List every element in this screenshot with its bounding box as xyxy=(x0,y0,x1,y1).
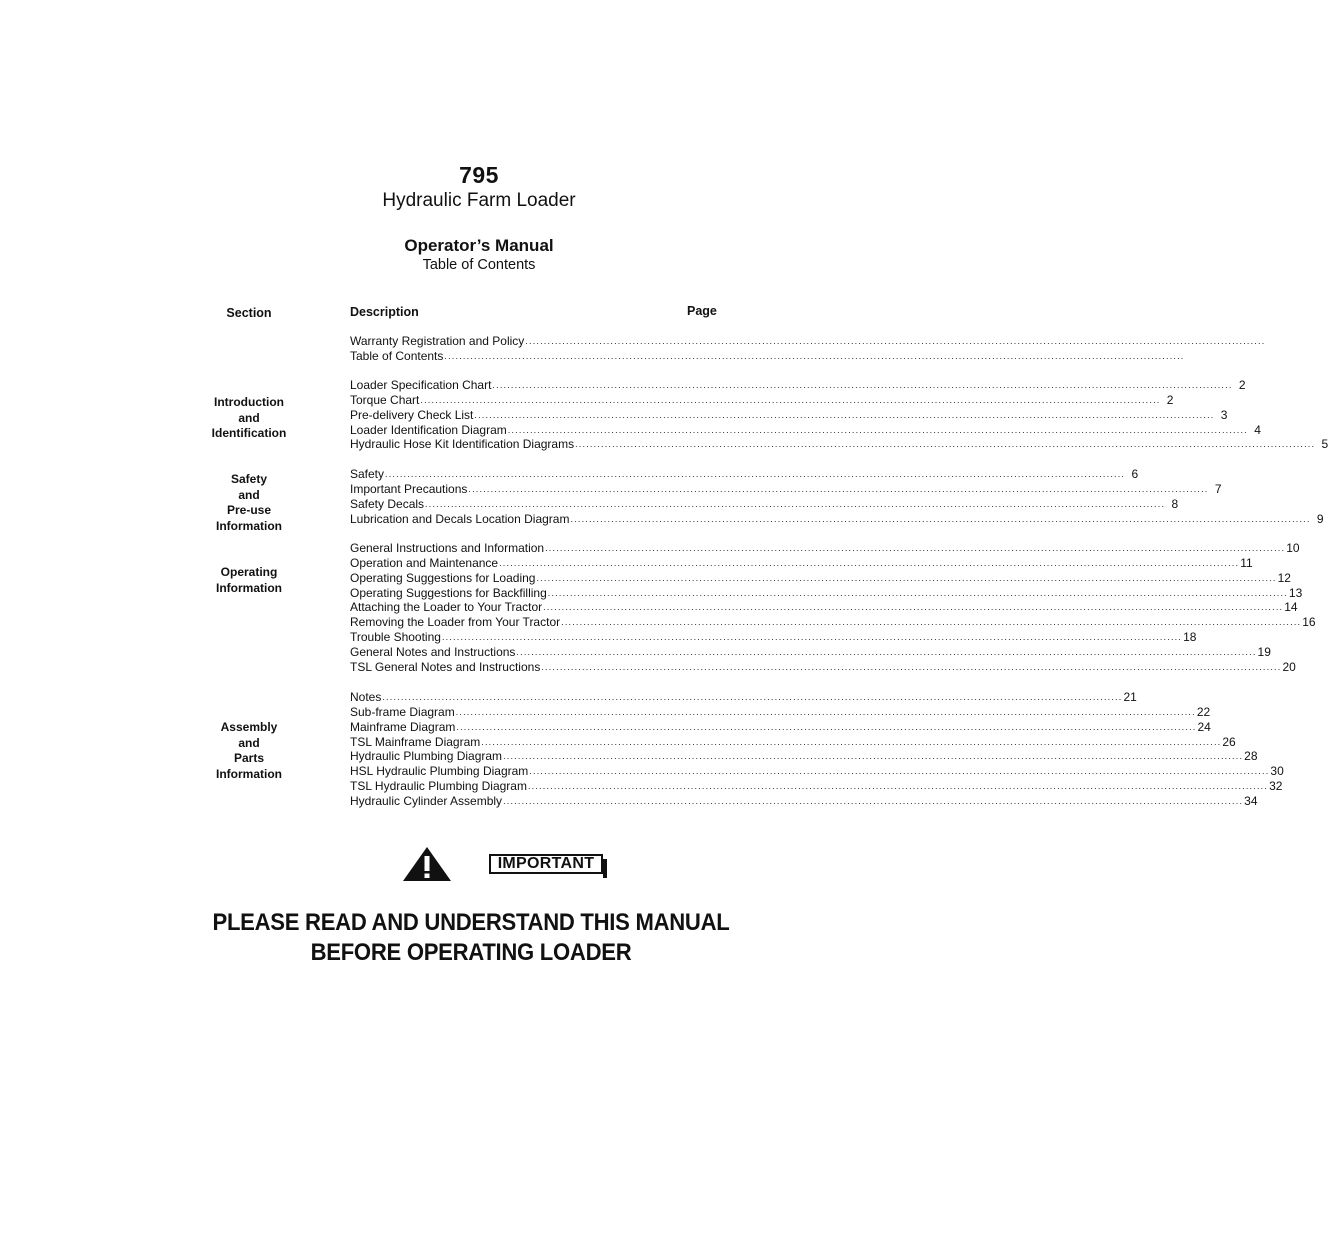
toc-entry xyxy=(350,735,1236,750)
section-label-line: and xyxy=(238,487,260,502)
toc-page: 30 xyxy=(1270,764,1284,778)
section-safety xyxy=(200,472,298,534)
toc-page: 34 xyxy=(1244,794,1258,808)
toc-entry xyxy=(350,645,1271,660)
toc-leader: ........................................................................................................................................................................................................ xyxy=(536,573,1277,583)
toc-entry xyxy=(350,541,1300,556)
toc-title: Attaching the Loader to Your Tractor xyxy=(350,600,543,614)
toc-title: Warranty Registration and Policy xyxy=(350,334,525,348)
toc-leader: ........................................................................................................................................................................................................ xyxy=(570,514,1311,524)
toc-page: 4 xyxy=(1254,423,1261,437)
toc-leader: ........................................................................................................................................................................................................ xyxy=(456,722,1197,732)
toc-title: Trouble Shooting xyxy=(350,630,441,644)
toc-leader: ........................................................................................................................................................................................................ xyxy=(507,425,1248,435)
toc-entry xyxy=(350,720,1211,735)
toc-title: Torque Chart xyxy=(350,393,420,407)
toc-page: 14 xyxy=(1284,600,1298,614)
toc-title: Removing the Loader from Your Tractor xyxy=(350,615,561,629)
toc-leader: ........................................................................................................................................................................................................ xyxy=(503,751,1244,761)
toc-page: 11 xyxy=(1240,556,1253,570)
section-label-line: Pre-use xyxy=(226,503,272,517)
toc-leader: ........................................................................................................................................................................................................ xyxy=(516,647,1257,657)
page-column-header: Page xyxy=(687,304,717,318)
toc-page: 18 xyxy=(1183,630,1197,644)
toc-entry xyxy=(350,437,1328,452)
toc-page: 22 xyxy=(1196,705,1211,719)
toc-entry xyxy=(350,660,1296,675)
toc-entry xyxy=(350,393,1174,408)
section-label-line: Information xyxy=(216,518,282,533)
toc-entry xyxy=(350,378,1246,393)
toc-leader: ........................................................................................................................................................................................................ xyxy=(474,410,1215,420)
toc-entry xyxy=(350,571,1291,586)
toc-entry xyxy=(350,600,1298,615)
description-column-header: Description xyxy=(350,305,419,319)
toc-page: 8 xyxy=(1171,497,1179,511)
toc-page: 12 xyxy=(1277,571,1291,585)
toc-entry xyxy=(350,334,1266,349)
toc-page: 2 xyxy=(1238,378,1246,392)
toc-leader: ........................................................................................................................................................................................................ xyxy=(382,692,1123,702)
toc-leader: ........................................................................................................................................................................................................ xyxy=(385,469,1126,479)
toc-leader: ........................................................................................................................................................................................................ xyxy=(441,632,1183,642)
section-introduction xyxy=(200,395,298,442)
toc-entry xyxy=(350,467,1139,482)
read-manual-warning-line-1: PLEASE READ AND UNDERSTAND THIS MANUAL xyxy=(212,909,730,936)
section-label-line: Parts xyxy=(233,751,265,765)
section-label-line: Identification xyxy=(211,426,287,440)
toc-page: 7 xyxy=(1214,482,1222,496)
toc-leader: ........................................................................................................................................................................................................ xyxy=(499,558,1240,568)
read-manual-warning-line-2: BEFORE OPERATING LOADER xyxy=(310,939,632,966)
important-badge: IMPORTANT xyxy=(489,854,603,874)
toc-entry xyxy=(350,749,1258,764)
toc-leader: ........................................................................................................................................................................................................ xyxy=(541,662,1282,672)
toc-leader: ........................................................................................................................................................................................................ xyxy=(529,766,1270,776)
toc-page: 26 xyxy=(1222,735,1236,749)
section-label-line: Information xyxy=(216,766,282,781)
toc-page: 21 xyxy=(1123,690,1137,704)
section-label-line: and xyxy=(238,410,260,425)
toc-entry xyxy=(350,497,1179,512)
toc-leader: ........................................................................................................................................................................................................ xyxy=(492,380,1233,390)
toc-title: Mainframe Diagram xyxy=(350,720,456,734)
toc-leader: ........................................................................................................................................................................................................ xyxy=(503,796,1244,806)
section-assembly xyxy=(200,720,298,782)
toc-leader: ........................................................................................................................................................................................................ xyxy=(481,737,1222,747)
toc-leader: ........................................................................................................................................................................................................ xyxy=(547,588,1288,598)
toc-entry xyxy=(350,556,1253,571)
section-label-line: Operating xyxy=(220,565,278,579)
toc-leader: ........................................................................................................................................................................................................ xyxy=(455,707,1196,717)
toc-entry xyxy=(350,408,1228,423)
section-label-line: Information xyxy=(216,580,282,595)
toc-title: Pre-delivery Check List xyxy=(350,408,474,422)
toc-entry xyxy=(350,630,1197,645)
toc-title: TSL General Notes and Instructions xyxy=(350,660,541,674)
toc-title: Safety Decals xyxy=(350,497,425,511)
model-number: 795 xyxy=(459,162,499,188)
toc-leader: ........................................................................................................................................................................................................ xyxy=(425,499,1166,509)
toc-entry xyxy=(350,764,1284,779)
toc-page: 16 xyxy=(1302,615,1316,629)
toc-entry xyxy=(350,794,1258,809)
toc-page: 32 xyxy=(1269,779,1283,793)
product-name: Hydraulic Farm Loader xyxy=(382,190,576,211)
toc-page: 10 xyxy=(1286,541,1300,555)
manual-title: Operator’s Manual xyxy=(404,236,554,255)
toc-subtitle: Table of Contents xyxy=(422,257,536,273)
toc-entry xyxy=(350,690,1137,705)
section-label-line: Safety xyxy=(230,472,268,486)
section-column-header: Section xyxy=(226,306,272,320)
toc-page: 28 xyxy=(1244,749,1258,763)
section-label-line: Assembly xyxy=(220,720,278,734)
toc-entry xyxy=(350,482,1222,497)
toc-leader: ........................................................................................................................................................................................................ xyxy=(561,617,1302,627)
toc-leader: ........................................................................................................................................................................................................ xyxy=(468,484,1209,494)
toc-leader: ........................................................................................................................................................................................................ xyxy=(543,602,1284,612)
toc-title: Sub-frame Diagram xyxy=(350,705,455,719)
toc-page: 13 xyxy=(1288,586,1303,600)
toc-title: Operation and Maintenance xyxy=(350,556,499,570)
toc-title: Lubrication and Decals Location Diagram xyxy=(350,512,570,526)
toc-page: 6 xyxy=(1131,467,1139,481)
toc-page: 24 xyxy=(1197,720,1211,734)
toc-title: General Instructions and Information xyxy=(350,541,545,555)
toc-title: Hydraulic Hose Kit Identification Diagrams xyxy=(350,437,575,451)
toc-leader: ........................................................................................................................................................................................................ xyxy=(525,336,1266,346)
toc-title: Operating Suggestions for Loading xyxy=(350,571,536,585)
toc-page: 9 xyxy=(1316,512,1324,526)
toc-title: HSL Hydraulic Plumbing Diagram xyxy=(350,764,529,778)
toc-title: Operating Suggestions for Backfilling xyxy=(350,586,547,600)
toc-entry xyxy=(350,423,1261,438)
toc-page: 20 xyxy=(1282,660,1296,674)
toc-title: Hydraulic Cylinder Assembly xyxy=(350,794,503,808)
toc-leader: ........................................................................................................................................................................................................ xyxy=(527,781,1269,791)
toc-title: Table of Contents xyxy=(350,349,444,363)
toc-page: 19 xyxy=(1257,645,1271,659)
toc-title: Loader Specification Chart xyxy=(350,378,492,392)
toc-title: Safety xyxy=(350,467,385,481)
section-operating xyxy=(200,565,298,596)
toc-title: Important Precautions xyxy=(350,482,468,496)
toc-page: 5 xyxy=(1321,437,1328,451)
toc-entry xyxy=(350,615,1316,630)
toc-leader: ........................................................................................................................................................................................................ xyxy=(575,439,1316,449)
toc-page: 3 xyxy=(1220,408,1228,422)
toc-entry xyxy=(350,705,1211,720)
toc-title: Loader Identification Diagram xyxy=(350,423,507,437)
toc-title: Hydraulic Plumbing Diagram xyxy=(350,749,503,763)
toc-title: General Notes and Instructions xyxy=(350,645,516,659)
toc-leader: ........................................................................................................................................................................................................ xyxy=(444,351,1185,361)
section-label-line: Introduction xyxy=(214,395,284,409)
toc-page: 2 xyxy=(1166,393,1174,407)
toc-title: Notes xyxy=(350,690,382,704)
section-label-line: and xyxy=(238,735,260,750)
toc-leader: ........................................................................................................................................................................................................ xyxy=(420,395,1161,405)
toc-title: TSL Mainframe Diagram xyxy=(350,735,481,749)
toc-entry xyxy=(350,586,1303,601)
toc-entry xyxy=(350,349,1185,364)
toc-entry xyxy=(350,512,1324,527)
toc-leader: ........................................................................................................................................................................................................ xyxy=(545,543,1286,553)
toc-entry xyxy=(350,779,1283,794)
toc-title: TSL Hydraulic Plumbing Diagram xyxy=(350,779,527,793)
warning-triangle-icon xyxy=(402,846,452,882)
